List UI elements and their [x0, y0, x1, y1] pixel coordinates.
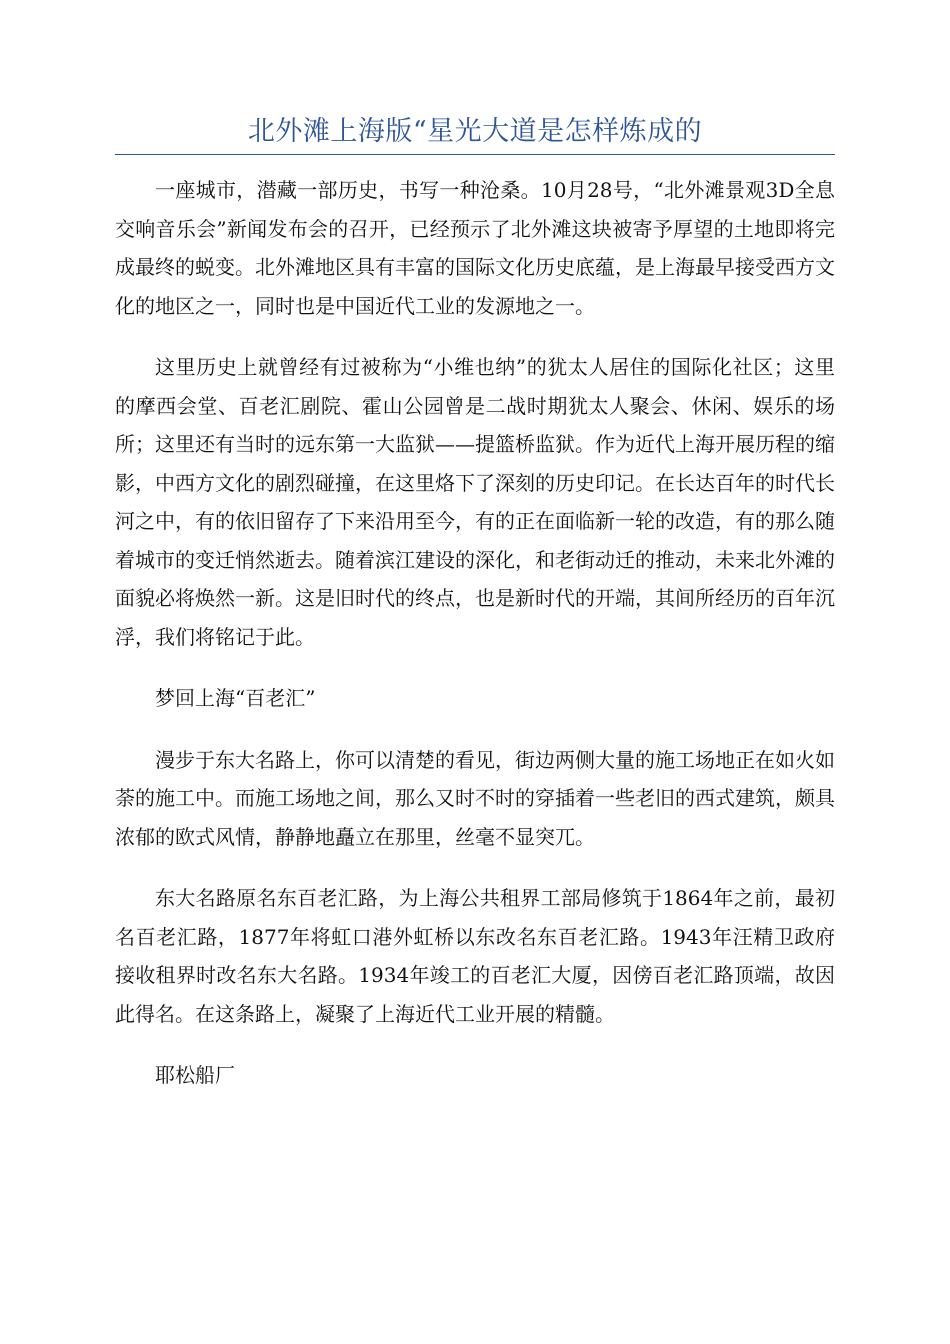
section-heading-shipyard: 耶松船厂: [155, 1063, 235, 1087]
paragraph-history: 这里历史上就曾经有过被称为“小维也纳”的犹太人居住的国际化社区；这里的摩西会堂、百老汇剧院、霍山公园曾是二战时期犹太人聚会、休闲、娱乐的场所；这里还有当时的远东第一大监狱——提篮桥监狱。作为近代上海开展历程的缩影，中西方文化的剧烈碰撞，在这里烙下了深刻的历史印记。在长达百年的时代长河之中，有的依旧留存了下来沿用至今，有的正在面临新一轮的改造，有的那么随着城市的变迁悄然逝去。随着滨江建设的深化，和老街动迁的推动，未来北外滩的面貌必将焕然一新。这是旧时代的终点，也是新时代的开端，其间所经历的百年沉浮，我们将铭记于此。: [115, 355, 835, 649]
paragraph-intro: 一座城市，潜藏一部历史，书写一种沧桑。10月28号，“北外滩景观3D全息交响音乐会”新闻发布会的召开，已经预示了北外滩这块被寄予厚望的土地即将完成最终的蜕变。北外滩地区具有丰富的国际文化历史底蕴，是上海最早接受西方文化的地区之一，同时也是中国近代工业的发源地之一。: [115, 178, 835, 318]
document-body: [115, 171, 835, 1118]
title-underline-rule: [115, 154, 835, 155]
section-heading-broadway: 梦回上海“百老汇”: [155, 686, 316, 710]
paragraph-road-history: 东大名路原名东百老汇路，为上海公共租界工部局修筑于1864年之前，最初名百老汇路，1877年将虹口港外虹桥以东改名东百老汇路。1943年汪精卫政府接收租界时改名东大名路。1934年竣工的百老汇大厦，因傍百老汇路顶端，故因此得名。在这条路上，凝聚了上海近代工业开展的精髓。: [115, 886, 835, 1026]
paragraph-dongdaming-road: 漫步于东大名路上，你可以清楚的看见，街边两侧大量的施工场地正在如火如荼的施工中。而施工场地之间，那么又时不时的穿插着一些老旧的西式建筑，颇具浓郁的欧式风情，静静地矗立在那里，丝毫不显突兀。: [115, 747, 835, 849]
document-title: 北外滩上海版“星光大道是怎样炼成的: [247, 116, 703, 147]
